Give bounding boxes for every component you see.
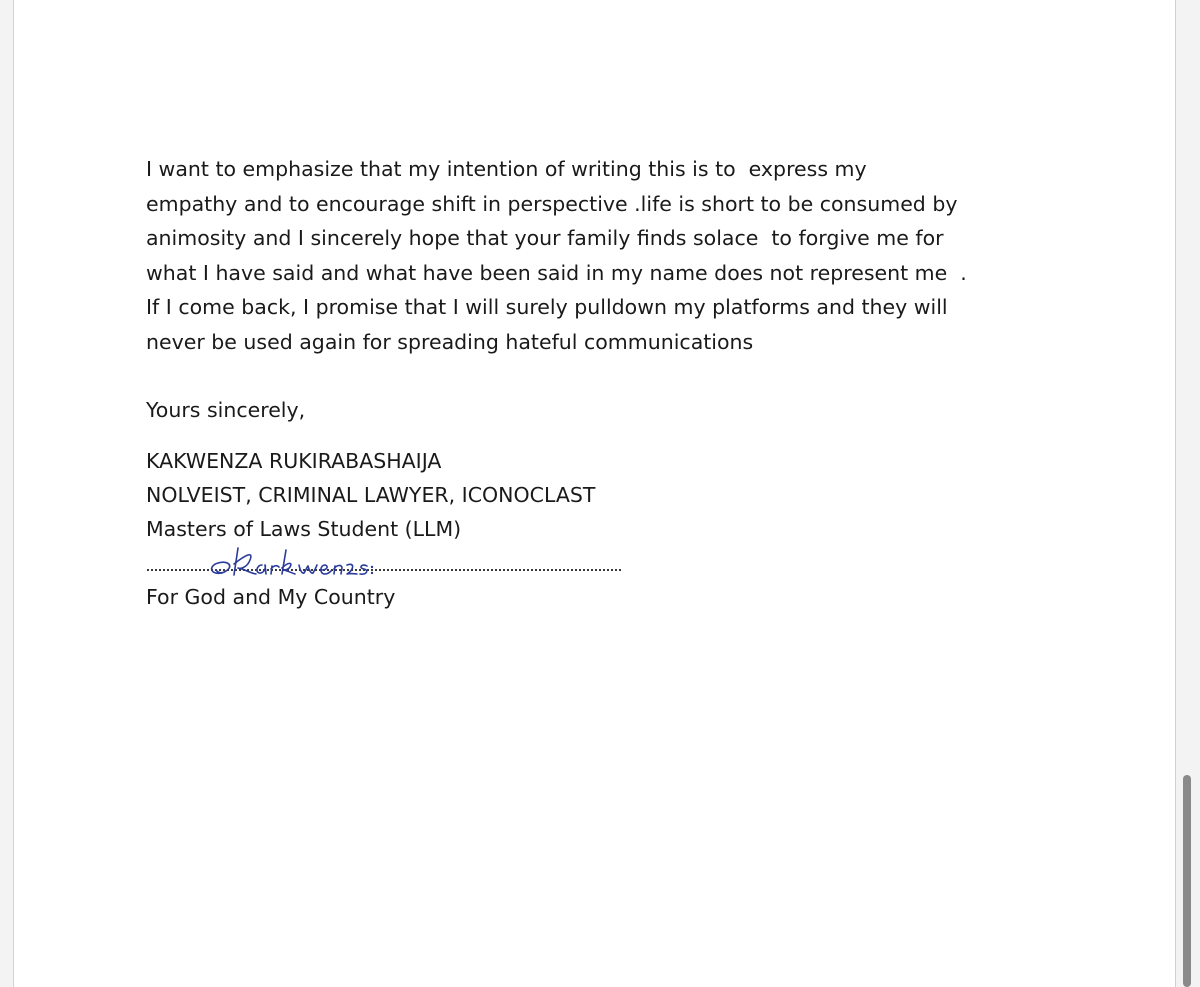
motto: For God and My Country — [146, 585, 396, 609]
scrollbar-thumb[interactable] — [1183, 775, 1191, 987]
body-line-1: I want to emphasize that my intention of writing this is to express my — [146, 157, 867, 181]
document-page — [13, 0, 1176, 987]
body-line-5: If I come back, I promise that I will surely pulldown my platforms and they will — [146, 295, 948, 319]
body-line-2: empathy and to encourage shift in perspective .life is short to be consumed by — [146, 191, 958, 216]
letter-content — [146, 152, 1156, 609]
signer-name: KAKWENZA RUKIRABASHAIJA — [146, 449, 442, 473]
body-line-6: never be used again for spreading hateful communications — [146, 329, 754, 354]
signature-line — [146, 546, 846, 580]
signer-titles: NOLVEIST, CRIMINAL LAWYER, ICONOCLAST — [146, 483, 596, 507]
signer-degree: Masters of Laws Student (LLM) — [146, 517, 462, 541]
closing-salutation: Yours sincerely, — [146, 398, 306, 422]
signature-block — [146, 444, 846, 614]
body-line-4: what I have said and what have been said in my name does not represent me . — [146, 260, 967, 285]
handwritten-signature — [204, 546, 374, 578]
body-line-3: animosity and I sincerely hope that your family finds solace to forgive me for — [146, 226, 944, 250]
